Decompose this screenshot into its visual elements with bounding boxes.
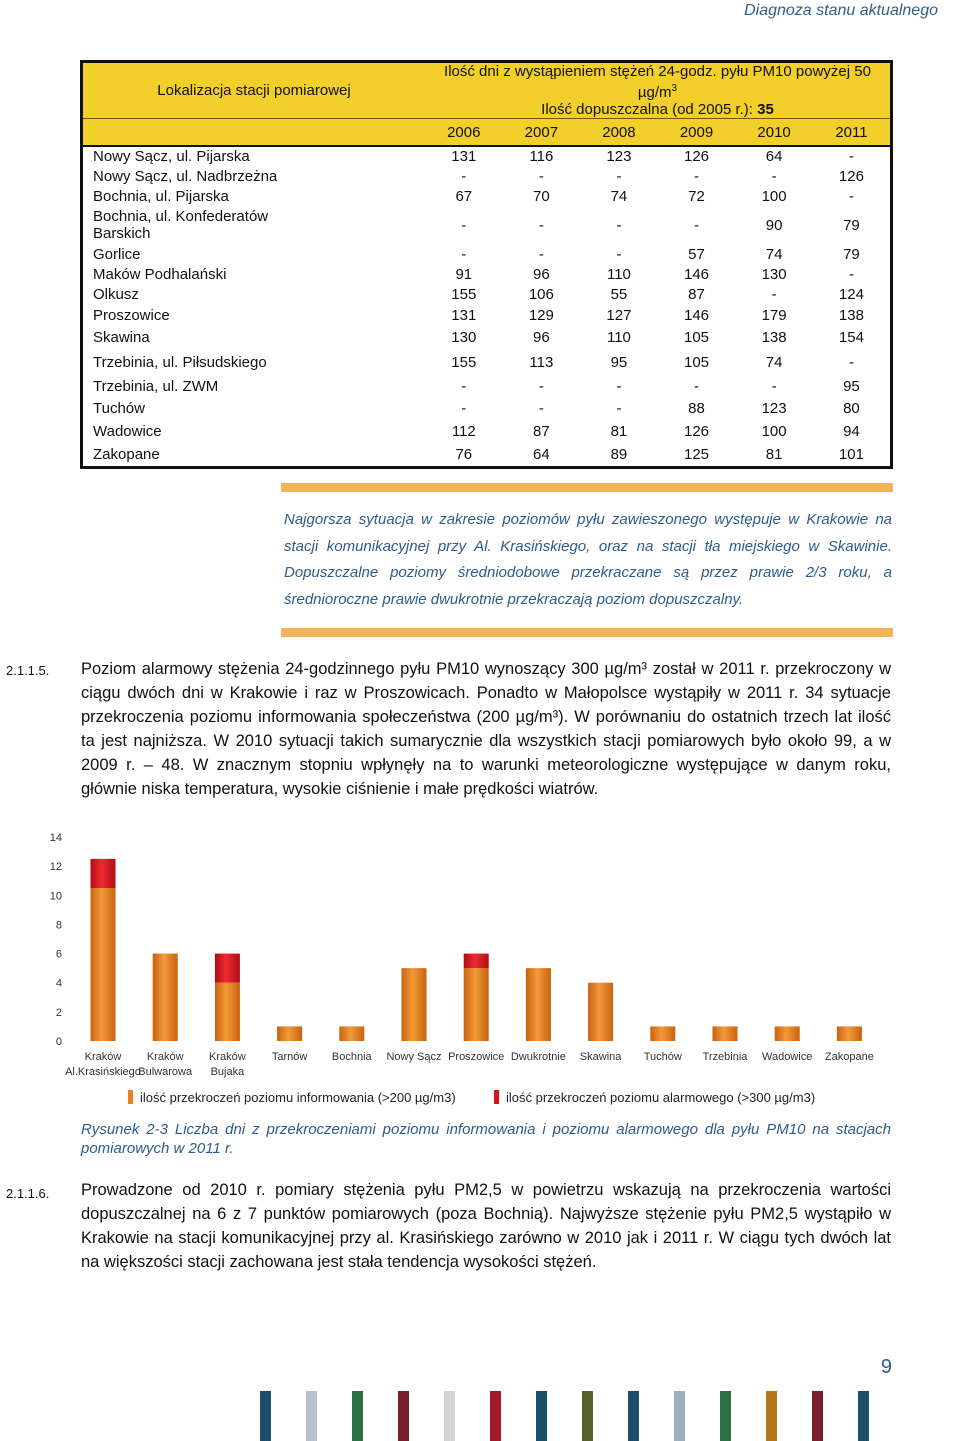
callout-top-bar — [281, 483, 893, 492]
x-tick-label: Nowy Sącz — [386, 1051, 442, 1063]
bar-segment — [775, 1026, 800, 1041]
table-cell: 179 — [761, 306, 787, 324]
table-body — [82, 146, 892, 467]
bar-segment — [650, 1026, 675, 1041]
table-cell: - — [538, 399, 544, 417]
bar-segment — [91, 888, 116, 1041]
bar-segment — [713, 1026, 738, 1041]
table-cell: 95 — [843, 377, 860, 395]
table-cell: - — [538, 216, 544, 234]
year-header: 2010 — [735, 119, 813, 147]
table-cell: - — [771, 377, 777, 395]
year-header-blank — [82, 119, 426, 147]
pm10-table — [80, 60, 893, 469]
table-row — [82, 348, 892, 376]
table-cell: 81 — [765, 445, 783, 463]
table-cell: 74 — [610, 187, 628, 205]
table-cell: 116 — [529, 148, 554, 165]
table-row — [82, 244, 892, 264]
table-cell: 90 — [765, 216, 783, 234]
year-header: 2009 — [658, 119, 736, 147]
table-row — [82, 206, 892, 244]
table-cell: 105 — [684, 328, 710, 346]
table-cell: 67 — [455, 187, 473, 205]
section-paragraph: Prowadzone od 2010 r. pomiary stężenia pyłu PM2,5 w powietrzu wskazują na przekroczenia wartości dopuszczalnej na 6 z 7 punktów pomiarowych (poza Bochnią). Najwyższe stężenie pyłu PM2,5 wystąpiło w Krakowie na stacji komunikacyjnej przy al. Krasińskiego zarówno w 2010 jak i 2011 r. W ciągu tych dwóch lat na większości stacji zachowana jest stała tendencja wysokości stężeń. — [81, 1181, 891, 1271]
table-row — [82, 326, 892, 348]
page-number: 9 — [880, 1356, 892, 1378]
bar-segment — [277, 1026, 302, 1041]
bar-segment — [339, 1026, 364, 1041]
location-header: Lokalizacja stacji pomiarowej — [82, 62, 426, 119]
table-cell: - — [848, 265, 854, 283]
footer-stripe — [812, 1391, 823, 1441]
table-cell: 130 — [451, 328, 477, 346]
bar-segment — [215, 983, 240, 1041]
table-cell: - — [616, 399, 622, 417]
table-cell: - — [616, 216, 622, 234]
footer-stripe — [490, 1391, 501, 1441]
x-tick-label: Trzebinia — [702, 1051, 748, 1063]
table-cell: - — [616, 245, 622, 263]
table-row — [82, 166, 892, 186]
footer-stripe — [352, 1391, 363, 1441]
footer-stripe — [398, 1391, 409, 1441]
table-cell: 127 — [606, 306, 632, 324]
table-cell: 91 — [455, 265, 473, 283]
table-header-row — [82, 62, 892, 119]
table-cell: 64 — [765, 148, 783, 165]
table-cell: 124 — [838, 285, 864, 303]
table-cell: - — [848, 148, 854, 165]
table-cell: - — [848, 187, 854, 205]
table-row — [82, 146, 892, 166]
table-cell: 126 — [684, 148, 710, 165]
table-cell: 129 — [528, 306, 554, 324]
station-name: Trzebinia, ul. ZWM — [93, 377, 219, 395]
bar-segment — [526, 968, 551, 1041]
callout-text: Najgorsza sytuacja w zakresie poziomów pyłu zawieszonego występuje w Krakowie na stacji komunikacyjnej przy Al. Krasińskiego, oraz na stacji tła miejskiego w Skawinie. Dopuszczalne poziomy średniodobowe przekraczane są przez prawie 2/3 roku, a średnioroczne prawie dwukrotnie przekraczają poziom dopuszczalny. — [284, 511, 892, 608]
table-cell: 138 — [761, 328, 787, 346]
x-tick-label: Proszowice — [448, 1051, 505, 1063]
table-cell: 138 — [838, 306, 864, 324]
y-tick-label: 12 — [49, 861, 62, 874]
y-tick-label: 8 — [55, 919, 62, 932]
station-name: Nowy Sącz, ul. Nadbrzeżna — [93, 167, 278, 185]
table-cell: 88 — [688, 399, 705, 417]
table-cell: 79 — [843, 245, 860, 263]
table-row — [82, 396, 892, 420]
x-tick-label: Kraków — [209, 1051, 246, 1063]
x-tick-label: Tuchów — [643, 1051, 682, 1063]
bar-segment — [464, 954, 489, 969]
footer-stripe — [766, 1391, 777, 1441]
table-cell: 125 — [684, 445, 710, 463]
table-cell: - — [538, 245, 544, 263]
table-cell: 87 — [688, 285, 705, 303]
table-cell: - — [538, 167, 544, 185]
bar-segment — [464, 968, 489, 1041]
x-tick-label: Al.Krasińskiego — [65, 1066, 141, 1078]
station-name: Proszowice — [93, 306, 170, 324]
x-tick-label: Kraków — [84, 1051, 122, 1063]
bar-segment — [153, 954, 178, 1041]
table-cell: 131 — [451, 148, 477, 165]
table-cell: 55 — [610, 285, 628, 303]
y-tick-label: 10 — [49, 890, 62, 903]
x-tick-label: Kraków — [146, 1051, 184, 1063]
table-cell: 76 — [455, 445, 473, 463]
x-tick-label: Zakopane — [824, 1051, 874, 1063]
table-cell: 79 — [843, 216, 860, 234]
table-cell: - — [616, 167, 622, 185]
table-row — [82, 264, 892, 284]
y-tick-label: 4 — [55, 977, 62, 990]
table-row — [82, 420, 892, 443]
y-tick-label: 0 — [55, 1036, 62, 1048]
footer-stripe — [260, 1391, 271, 1441]
x-tick-label: Bulwarowa — [138, 1066, 193, 1078]
table-cell: - — [694, 377, 700, 395]
section-number: 2.1.1.6. — [6, 1186, 50, 1201]
station-name: Trzebinia, ul. Piłsudskiego — [93, 353, 267, 371]
table-cell: 74 — [765, 353, 783, 371]
station-name: Bochnia, ul. Konfederatów Barskich — [93, 208, 269, 242]
callout-bottom-bar — [281, 628, 893, 637]
station-name: Tuchów — [93, 399, 145, 417]
table-cell: 146 — [684, 265, 710, 283]
footer-stripe — [582, 1391, 593, 1441]
table-cell: 131 — [451, 306, 477, 324]
table-row — [82, 376, 892, 396]
x-tick-label: Skawina — [579, 1051, 622, 1063]
station-name: Nowy Sącz, ul. Pijarska — [93, 148, 250, 165]
table-row — [82, 443, 892, 467]
days-header: Ilość dni z wystąpieniem stężeń 24-godz. pyłu PM10 powyżej 50 $\mu g/m^3$ Ilość dopuszczalna (od 2005 r.): 35 — [425, 62, 892, 119]
table-cell: - — [771, 285, 777, 303]
footer-stripe — [674, 1391, 685, 1441]
page-header: Diagnoza stanu aktualnego — [744, 2, 938, 19]
table-cell: 110 — [606, 328, 631, 346]
table-cell: 100 — [761, 423, 787, 440]
table-row — [82, 186, 892, 206]
table-cell: 70 — [533, 187, 550, 205]
table-cell: 155 — [451, 353, 477, 371]
exceedance-bar-chart — [40, 828, 880, 1078]
table-cell: 123 — [761, 399, 787, 417]
table-cell: - — [694, 216, 700, 234]
table-cell: - — [461, 399, 467, 417]
legend-swatch-alarm — [494, 1090, 499, 1104]
table-cell: 96 — [533, 265, 550, 283]
bar-segment — [91, 859, 116, 888]
bar-segment — [588, 983, 613, 1041]
year-header: 2011 — [813, 119, 892, 147]
figure-caption: Rysunek 2-3 Liczba dni z przekroczeniami poziomu informowania i poziomu alarmowego dla pyłu PM10 na stacjach pomiarowych w 2011 r. — [81, 1121, 891, 1157]
table-cell: 80 — [843, 399, 860, 417]
table-row — [82, 304, 892, 326]
table-cell: 100 — [761, 187, 787, 205]
table-cell: 87 — [533, 423, 550, 440]
table-cell: - — [616, 377, 622, 395]
bar-segment — [837, 1026, 862, 1041]
table-cell: 155 — [451, 285, 477, 303]
table-cell: 126 — [684, 423, 710, 440]
y-tick-label: 14 — [49, 832, 62, 844]
table-cell: 96 — [533, 328, 550, 346]
station-name: Zakopane — [93, 445, 160, 463]
x-tick-label: Bochnia — [331, 1051, 372, 1063]
bar-segment — [215, 954, 240, 983]
table-cell: 89 — [610, 445, 628, 463]
station-name: Skawina — [93, 328, 150, 346]
table-cell: 74 — [765, 245, 783, 263]
table-cell: 146 — [684, 306, 710, 324]
footer-stripe — [858, 1391, 869, 1441]
footer-stripe — [444, 1391, 455, 1441]
legend-item-alarm: ilość przekroczeń poziomu alarmowego (>300 µg/m3) — [494, 1090, 815, 1105]
table-cell: 154 — [838, 328, 864, 346]
footer-stripe — [536, 1391, 547, 1441]
table-cell: - — [461, 245, 467, 263]
x-tick-label: Bujaka — [210, 1066, 245, 1078]
table-cell: 95 — [610, 353, 628, 371]
table-cell: 101 — [838, 445, 864, 463]
year-header-row — [82, 119, 892, 147]
y-tick-label: 2 — [55, 1006, 62, 1019]
year-header: 2007 — [503, 119, 581, 147]
table-cell: 105 — [684, 353, 710, 371]
bar-segment — [402, 968, 427, 1041]
table-cell: - — [461, 167, 467, 185]
table-cell: 113 — [529, 353, 554, 371]
table-cell: 57 — [688, 245, 705, 263]
legend-swatch-info — [128, 1090, 133, 1104]
table-row — [82, 284, 892, 304]
footer-stripe — [628, 1391, 639, 1441]
table-cell: 112 — [451, 423, 476, 440]
table-cell: 64 — [533, 445, 550, 463]
x-tick-label: Dwukrotnie — [510, 1051, 566, 1063]
table-cell: - — [461, 216, 467, 234]
table-cell: - — [848, 353, 854, 371]
footer-stripes — [0, 1391, 960, 1441]
year-header: 2008 — [580, 119, 658, 147]
table-cell: 106 — [528, 285, 554, 303]
station-name: Olkusz — [93, 285, 139, 303]
year-header: 2006 — [425, 119, 503, 147]
table-cell: 72 — [688, 187, 705, 205]
x-tick-label: Wadowice — [762, 1051, 813, 1063]
table-cell: 81 — [610, 423, 628, 440]
table-cell: - — [694, 167, 700, 185]
table-cell: 123 — [606, 148, 632, 165]
table-cell: - — [461, 377, 467, 395]
y-tick-label: 6 — [55, 948, 62, 961]
table-cell: 110 — [606, 265, 631, 283]
station-name: Gorlice — [93, 245, 141, 263]
section-paragraph: Poziom alarmowy stężenia 24-godzinnego pyłu PM10 wynoszący 300 µg/m³ został w 2011 r. przekroczony w ciągu dwóch dni w Krakowie i raz w Proszowicach. Ponadto w Małopolsce wystąpiły w 2011 r. 34 sytuacje przekroczenia poziomu informowania społeczeństwa (200 µg/m³). W porównaniu do ostatnich trzech lat ilość ta jest najniższa. W 2010 sytuacji takich sumarycznie dla wszystkich stacji pomiarowych było około 99, a w 2009 r. – 48. W znacznym stopniu wpłynęły na to warunki meteorologiczne występujące w danym roku, głównie niska temperatura, wysokie ciśnienie i małe prędkości wiatrów. — [81, 660, 891, 798]
table-cell: - — [538, 377, 544, 395]
section-number: 2.1.1.5. — [6, 663, 50, 678]
station-name: Maków Podhalański — [93, 265, 227, 283]
table-cell: 130 — [761, 265, 787, 283]
table-cell: 94 — [843, 423, 860, 440]
x-tick-label: Tarnów — [271, 1051, 308, 1063]
station-name: Wadowice — [93, 423, 162, 440]
station-name: Bochnia, ul. Pijarska — [93, 187, 229, 205]
footer-stripe — [720, 1391, 731, 1441]
footer-stripe — [306, 1391, 317, 1441]
table-cell: - — [771, 167, 777, 185]
table-cell: 126 — [838, 167, 864, 185]
legend-item-info: ilość przekroczeń poziomu informowania (>200 µg/m3) — [128, 1090, 456, 1105]
